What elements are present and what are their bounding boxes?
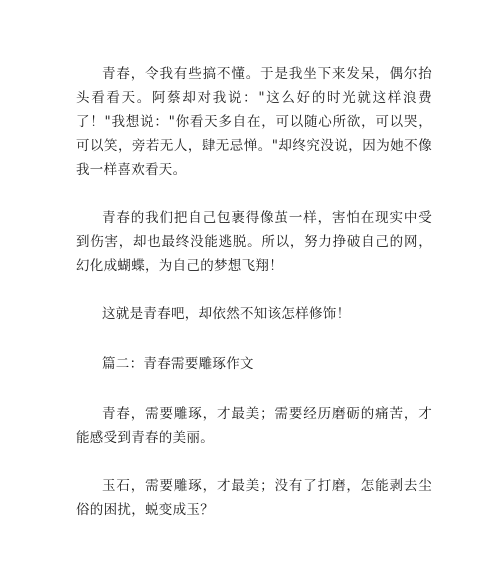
paragraph-3: 这就是青春吧，却依然不知该怎样修饰！ <box>102 306 351 322</box>
paragraph-1: 青春，令我有些搞不懂。于是我坐下来发呆，偶尔抬头看看天。阿蔡却对我说："这么好的时光就这样浪费了！"我想说："你看天多自在，可以随心所欲，可以哭，可以笑，旁若无人，肆无忌惮。"却终究没说，因为她不像我一样喜欢看天。 <box>76 66 432 178</box>
paragraph-2: 青春的我们把自己包裹得像茧一样，害怕在现实中受到伤害，却也最终没能逃脱。所以，努力挣破自己的网，幻化成蝴蝶，为自己的梦想飞翔！ <box>76 210 432 274</box>
bottom-fade <box>76 544 432 566</box>
section-heading: 篇二：青春需要雕琢作文 <box>102 356 254 372</box>
paragraph-4: 青春，需要雕琢，才最美；需要经历磨砺的痛苦，才能感受到青春的美丽。 <box>76 406 432 446</box>
paragraph-5: 玉石，需要雕琢，才最美；没有了打磨，怎能剥去尘俗的困扰，蜕变成玉？ <box>76 478 432 518</box>
document-body <box>76 62 432 522</box>
